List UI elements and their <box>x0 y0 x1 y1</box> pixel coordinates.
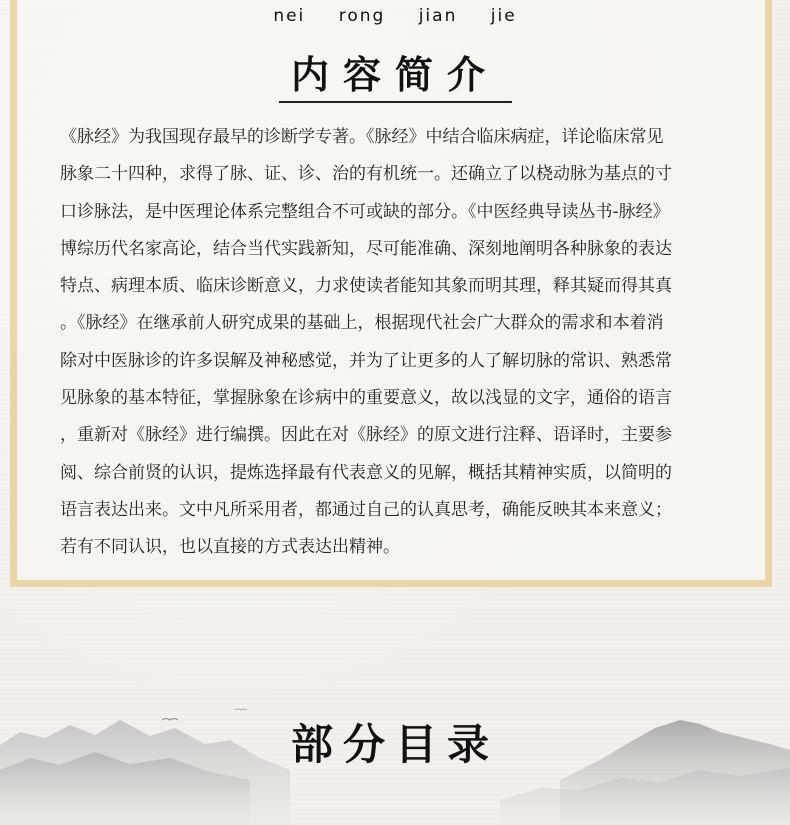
title-pinyin <box>0 6 790 26</box>
intro-line: 脉象二十四种，求得了脉、证、诊、治的有机统一。还确立了以桡动脉为基点的寸 <box>60 164 672 185</box>
intro-line: ，重新对《脉经》进行编撰。因此在对《脉经》的原文进行注释、语译时，主要参 <box>60 425 672 446</box>
intro-line: 博综历代名家高论，结合当代实践新知，尽可能准确、深刻地阐明各种脉象的表达 <box>60 238 672 259</box>
intro-line: 阅、综合前贤的认识，提炼选择最有代表意义的见解，概括其精神实质，以简明的 <box>60 462 672 483</box>
intro-line: 若有不同认识，也以直接的方式表达出精神。 <box>60 537 400 558</box>
pinyin-syllable: jian <box>418 6 458 26</box>
intro-line: 《脉经》为我国现存最早的诊断学专著。《脉经》中结合临床病症，详论临床常见 <box>60 127 664 147</box>
section-title-toc: 部分目录 <box>290 720 499 769</box>
intro-line: 见脉象的基本特征，掌握脉象在诊病中的重要意义，故以浅显的文字，通俗的语言 <box>60 388 672 409</box>
intro-line: 特点、病理本质、临床诊断意义，力求使读者能知其象而明其理，释其疑而得其真 <box>60 276 672 297</box>
pinyin-syllable: jie <box>490 6 517 26</box>
section-title-intro: 内容简介 <box>290 52 499 97</box>
title-underline <box>279 101 512 103</box>
pinyin-syllable: rong <box>338 6 386 26</box>
intro-line: 。《脉经》在继承前人研究成果的基础上，根据现代社会广大群众的需求和本着消 <box>60 313 664 334</box>
intro-body <box>60 119 732 567</box>
intro-line: 口诊脉法，是中医理论体系完整组合不可或缺的部分。《中医经典导读丛书-脉经》 <box>60 201 670 222</box>
intro-line: 除对中医脉诊的许多误解及神秘感觉，并为了让更多的人了解切脉的常识、熟悉常 <box>60 350 672 371</box>
pinyin-syllable: nei <box>273 6 306 26</box>
intro-line: 语言表达出来。文中凡所采用者，都通过自己的认真思考，确能反映其本来意义； <box>60 499 672 520</box>
